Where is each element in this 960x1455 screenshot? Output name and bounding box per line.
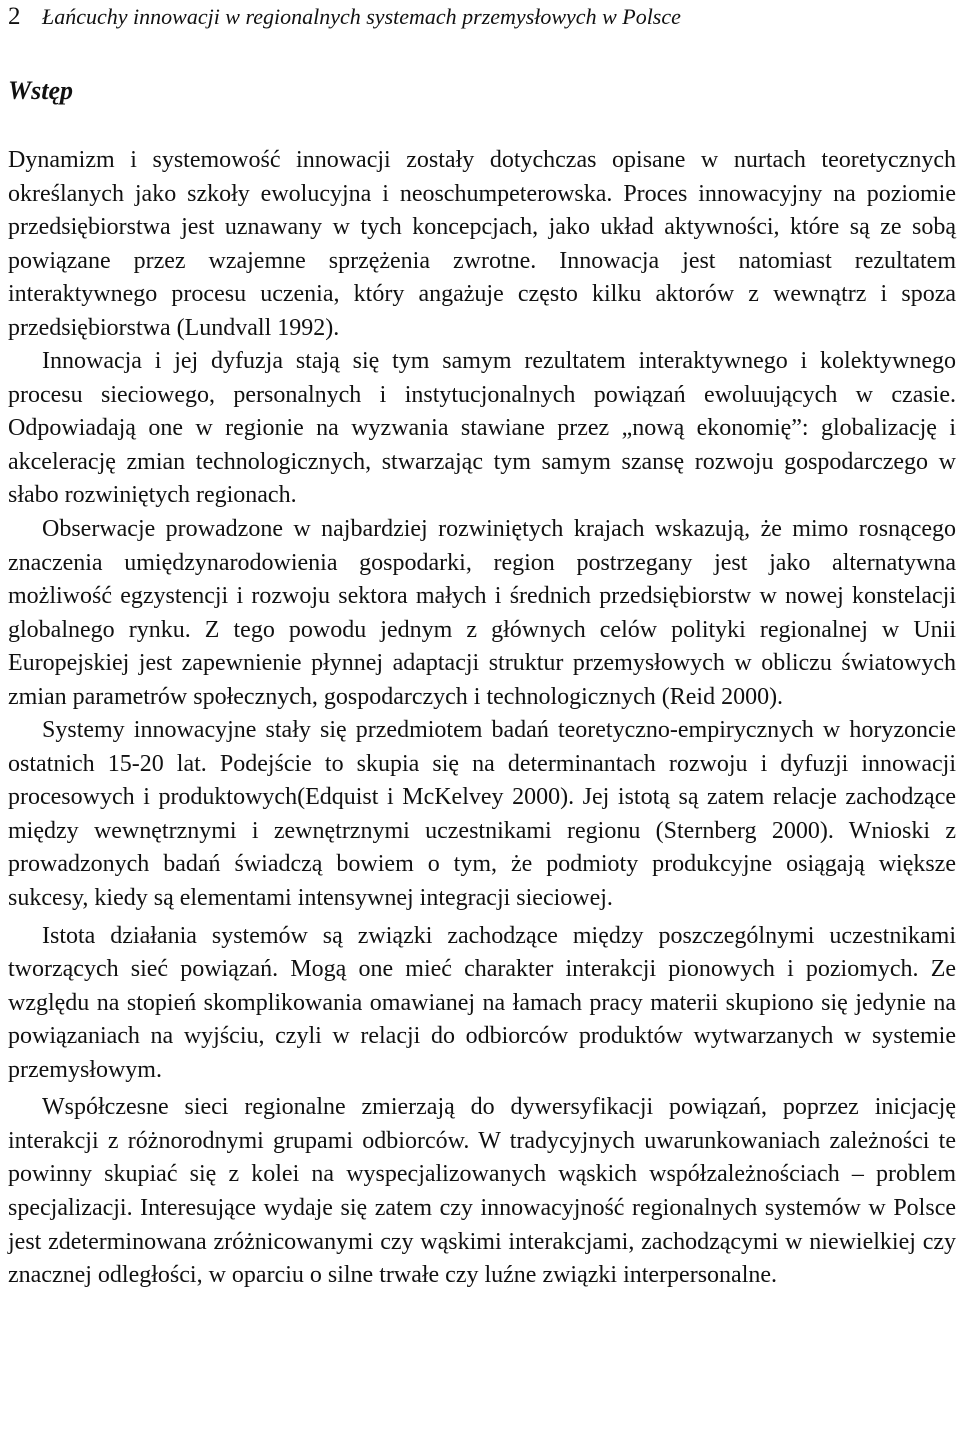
paragraph-6: Współczesne sieci regionalne zmierzają do dywersyfikacji powiązań, poprzez inicjację interakcji z różnorodnymi grupami odbiorców. W tradycyjnych uwarunkowaniach zależności te powinny skupiać się z kolei na wyspecjalizowanych wąskich współzależnościach – problem specjalizacji. Interesujące wydaje się zatem czy innowacyjność regionalnych systemów w Polsce jest zdeterminowana zróżnicowanymi czy wąskimi interakcjami, zachodzącymi w niewielkiej czy znacznej odległości, w oparciu o silne trwałe czy luźne związki interpersonalne. [8,1094,956,1289]
paragraph-4: Systemy innowacyjne stały się przedmiotem badań teoretyczno-empirycznych w horyzoncie ostatnich 15-20 lat. Podejście to skupia się na determinantach rozwoju i dyfuzji innowacji procesowych i produktowych(Edquist i McKelvey 2000). Jej istotą są zatem relacje zachodzące między wewnętrznymi i zewnętrznymi uczestnikami regionu (Sternberg 2000). Wnioski z prowadzonych badań świadczą bowiem o tym, że podmioty produkcyjne osiągają większe sukcesy, kiedy są elementami intensywnej integracji sieciowej. [8,717,956,912]
paragraph-1: Dynamizm i systemowość innowacji zostały dotychczas opisane w nurtach teoretycznych określanych jako szkoły ewolucyjna i neoschumpeterowska. Proces innowacyjny na poziomie przedsiębiorstwa jest uznawany w tych koncepcjach, jako układ aktywności, które są ze sobą powiązane przez wzajemne sprzężenia zwrotne. Innowacja jest natomiast rezultatem interaktywnego procesu uczenia, który angażuje często kilku aktorów z wewnątrz i spoza przedsiębiorstwa (Lundvall 1992). [8,147,956,341]
page-number: 2 [8,3,21,30]
body-text [8,144,956,1293]
paragraph-2: Innowacja i jej dyfuzja stają się tym samym rezultatem interaktywnego i kolektywnego procesu sieciowego, personalnych i instytucjonalnych powiązań ewoluujących w czasie. Odpowiadają one w regionie na wyzwania stawiane przez „nową ekonomię”: globalizację i akcelerację zmian technologicznych, stwarzając tym samym szansę rozwoju gospodarczego w słabo rozwiniętych regionach. [8,348,956,509]
paragraph-3: Obserwacje prowadzone w najbardziej rozwiniętych krajach wskazują, że mimo rosnącego znaczenia umiędzynarodowienia gospodarki, region postrzegany jest jako alternatywna możliwość egzystencji i rozwoju sektora małych i średnich przedsiębiorstw w nowej konstelacji globalnego rynku. Z tego powodu jednym z głównych celów polityki regionalnej w Unii Europejskiej jest zapewnienie płynnej adaptacji struktur przemysłowych w obliczu światowych zmian parametrów społecznych, gospodarczych i technologicznych (Reid 2000). [8,516,956,710]
section-title: Wstęp [8,76,73,105]
paragraph-5: Istota działania systemów są związki zachodzące między poszczególnymi uczestnikami tworzących sieć powiązań. Mogą one mieć charakter interakcji pionowych i poziomych. Ze względu na stopień skomplikowania omawianej na łamach pracy materii skupiono się jedynie na powiązaniach na wyjściu, czyli w relacji do odbiorców produktów wytwarzanych w systemie przemysłowym. [8,922,956,1083]
running-header [8,0,681,34]
running-title: Łańcuchy innowacji w regionalnych systemach przemysłowych w Polsce [42,4,681,29]
